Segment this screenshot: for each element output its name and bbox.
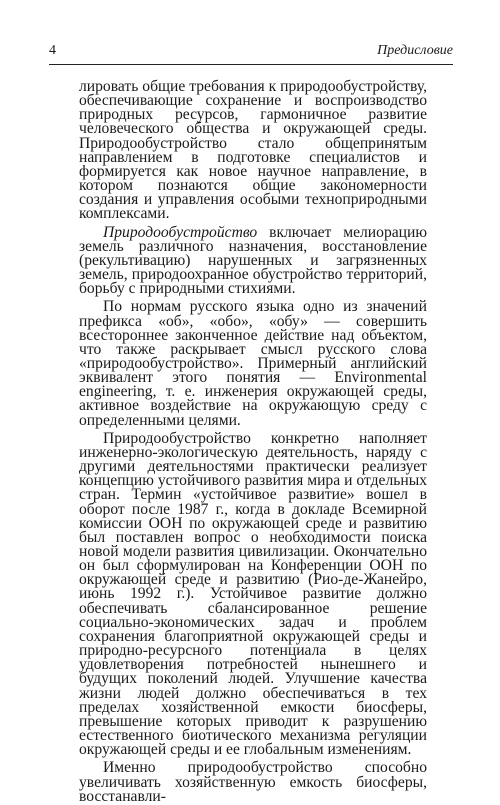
italic-term: Природообустройство bbox=[103, 223, 258, 241]
paragraph-continued: лировать общие требования к природообустройству, обеспечивающие сохранение и воспроизводство природных ресурсов, гармоничное развитие человеческого общества и окружающей среды. Природообустройство стало общепринятым направлением в подготовке специалистов и формируется как новое научное направление, в котором познаются общие закономерности создания и управления особыми техноприродными комплексами. bbox=[79, 78, 427, 223]
running-title: Предисловие bbox=[377, 43, 453, 58]
page-number: 4 bbox=[49, 43, 56, 58]
paragraph-definition bbox=[79, 223, 427, 298]
text-body bbox=[79, 80, 427, 804]
page-header bbox=[49, 42, 453, 62]
definition-text: включает мелиорацию земель различного назначения, восстановление (рекультивацию) нарушенных и загрязненных земель, природоохранное обустройство территорий, борьбу с природными стихиями. bbox=[79, 223, 427, 298]
header-rule bbox=[49, 64, 453, 65]
paragraph-prefix-meaning: По нормам русского языка одно из значений префикса «об», «обо», «обу» — совершить всестороннее законченное действие над объектом, что также раскрывает смысл русского слова «природообустройство». Примерный английский эквивалент этого понятия — Environmental engineering, т. е. инженерия окружающей среды, активное воздействие на окружающую среду с определенными целями. bbox=[79, 298, 427, 429]
paragraph-sustainable-development: Природообустройство конкретно наполняет инженерно-экологическую деятельность, наряду с другими деятельностями практически реализует концепцию устойчивого развития мира и отдельных стран. Термин «устойчивое развитие» вошел в оборот после 1987 г., когда в докладе Всемирной комиссии ООН по окружающей среде и развитию был поставлен вопрос о необходимости поиска новой модели развития цивилизации. Окончательно он был сформулирован на Конференции ООН по окружающей среде и развитию (Рио-де-Жанейро, июнь 1992 г.). Устойчивое развитие должно обеспечивать сбалансированное решение социально-экономических задач и проблем сохранения благоприятной окружающей среды и природно-ресурсного потенциала в целях удовлетворения потребностей нынешнего и будущих поколений людей. Улучшение качества жизни людей должно обеспечиваться в тех пределах хозяйственной емкости биосферы, превышение которых приводит к разрушению естественного биотического механизма регуляции окружающей среды и ее глобальным изменениям. bbox=[79, 429, 427, 759]
paragraph-biosphere-capacity: Именно природообустройство способно увеличивать хозяйственную емкость биосферы, восстанавли- bbox=[79, 759, 427, 805]
